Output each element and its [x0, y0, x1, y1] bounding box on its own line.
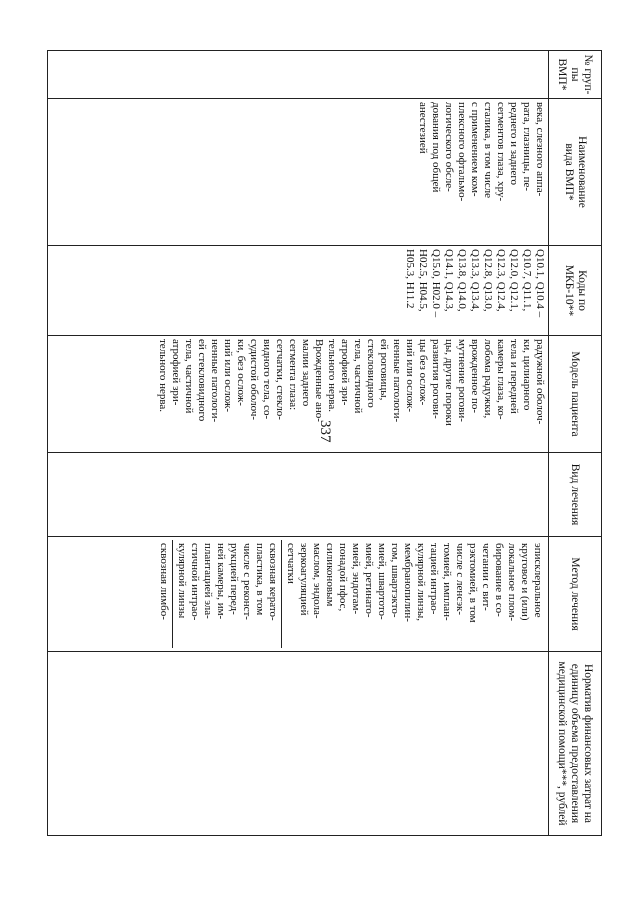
- cell-treatment-method: [48, 537, 549, 652]
- header-vmp-name: Наименование вида ВМП*: [549, 99, 602, 246]
- header-cost-norm: Норматив финансовых затрат на единицу объема предоставления медицинской помощи***, рублей: [549, 652, 602, 836]
- table-row: [48, 51, 549, 836]
- header-treatment-method: Метод лечения: [549, 537, 602, 652]
- treatment-method-block: сквозная керато- пластика, в том числе с реконст- рукцией перед- ней камеры, им- плантацией эла- стичной интрао- кулярной линзы: [172, 540, 281, 648]
- cell-patient-model: радужной оболоч- ки, цилиарного тела и передней камеры глаза, ко- лобома радужки, врожденное по- мутнение рогови- цы, другие пороки развития рогови- цы без ослож- ний или ослож- ненные патологи- ей роговицы, стекловидного тела, частичной атрофией зри- тельного нерва. Врожденные ано- малии заднего сегмента глаза: сетчатки, стекло- видного тела, со- судистой оболоч- ки, без ослож- ний или ослож- ненные патологи- ей стекловидного тела, частичной атрофией зри- тельного нерва.: [48, 336, 549, 453]
- treatment-method-block: эписклеральное круговое и (или) локальное плом- бирование в со- четании с вит- рэктомией, в том числе с ленсэк- томией, имплан- тацией интрао- кулярной линзы, мембранопилин- гом, швартэкто- мией, швартото- мией, ретинато- мией, эндотам- понадой пфос, силиконовым маслом, эндола- зеркоагуляцией сетчатки: [281, 540, 546, 648]
- header-mkb-codes: Коды по МКБ-10**: [549, 246, 602, 336]
- header-treatment-type: Вид лечения: [549, 453, 602, 537]
- cell-treatment-type: [48, 453, 549, 537]
- header-patient-model: Модель пациента: [549, 336, 602, 453]
- rotated-page-content: [47, 50, 602, 835]
- vmp-table: [47, 50, 602, 836]
- treatment-method-block: сквозная лимбо-: [158, 543, 170, 620]
- header-group-no: № груп- пы ВМП*: [549, 51, 602, 99]
- page-number: 337: [317, 420, 333, 443]
- cell-cost-norm: [48, 652, 549, 836]
- cell-vmp-name: века, слезного аппа- рата, глазницы, пе- реднего и заднего сегментов глаза, хру- сталика, в том числе с применением ком- плексного офтальмо- логического обсле- дования под общей анестезией: [48, 99, 549, 246]
- header-row: [549, 51, 602, 836]
- cell-mkb-codes: Q10.1, Q10.4 – Q10.7, Q11.1, Q12.0, Q12.1, Q12.3, Q12.4, Q12.8, Q13.0, Q13.3, Q13.4, Q13.8, Q14.0, Q14.1, Q14.3, Q15.0, H02.0 – H02.5, H04.5, H05.3, H11.2: [48, 246, 549, 336]
- cell-group-no: [48, 51, 549, 99]
- table-wrapper: [47, 50, 602, 835]
